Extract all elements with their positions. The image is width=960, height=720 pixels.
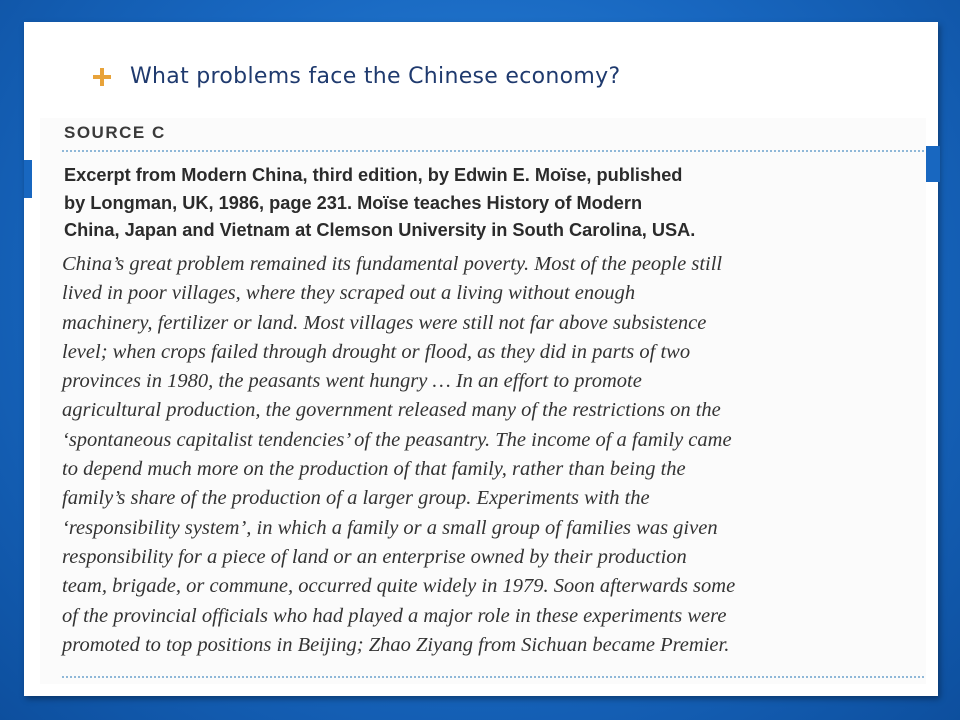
dotted-divider-bottom — [62, 676, 924, 678]
slide-title: What problems face the Chinese economy? — [130, 64, 621, 89]
slide-edge-notch — [926, 146, 940, 182]
quote-line: ‘spontaneous capitalist tendencies’ of the peasantry. The income of a family came — [62, 428, 732, 451]
quote-line: to depend much more on the production of that family, rather than being the — [62, 458, 686, 481]
dotted-divider-top — [62, 150, 924, 152]
quote-line: ‘responsibility system’, in which a family or a small group of families was given — [62, 516, 718, 539]
quote-line: lived in poor villages, where they scraped out a living without enough — [62, 282, 636, 305]
quote-line: family’s share of the production of a larger group. Experiments with the — [62, 487, 650, 510]
source-excerpt-image — [40, 118, 926, 684]
slide-edge-accent — [24, 160, 32, 198]
plus-icon — [92, 67, 112, 87]
quote-line: machinery, fertilizer or land. Most villages were still not far above subsistence — [62, 311, 707, 334]
quote-line: level; when crops failed through drought or flood, as they did in parts of two — [62, 340, 691, 363]
source-citation — [64, 162, 920, 245]
source-quote — [62, 250, 922, 660]
quote-line: China’s great problem remained its fundamental poverty. Most of the people still — [62, 253, 723, 275]
slide-title-row — [92, 64, 620, 89]
quote-line: responsibility for a piece of land or an enterprise owned by their production — [62, 545, 687, 568]
quote-line: team, brigade, or commune, occurred quite widely in 1979. Soon afterwards some — [62, 575, 736, 598]
citation-line: China, Japan and Vietnam at Clemson University in South Carolina, USA. — [64, 220, 696, 240]
quote-line: agricultural production, the government released many of the restrictions on the — [62, 399, 721, 422]
quote-line: provinces in 1980, the peasants went hungry … In an effort to promote — [62, 370, 642, 393]
source-heading: SOURCE C — [64, 123, 166, 142]
quote-line: promoted to top positions in Beijing; Zhao Ziyang from Sichuan became Premier. — [62, 633, 730, 656]
citation-line: Excerpt from Modern China, third edition, by Edwin E. Moïse, published — [64, 165, 683, 185]
quote-line: of the provincial officials who had played a major role in these experiments were — [62, 604, 727, 627]
citation-line: by Longman, UK, 1986, page 231. Moïse teaches History of Modern — [64, 192, 643, 213]
